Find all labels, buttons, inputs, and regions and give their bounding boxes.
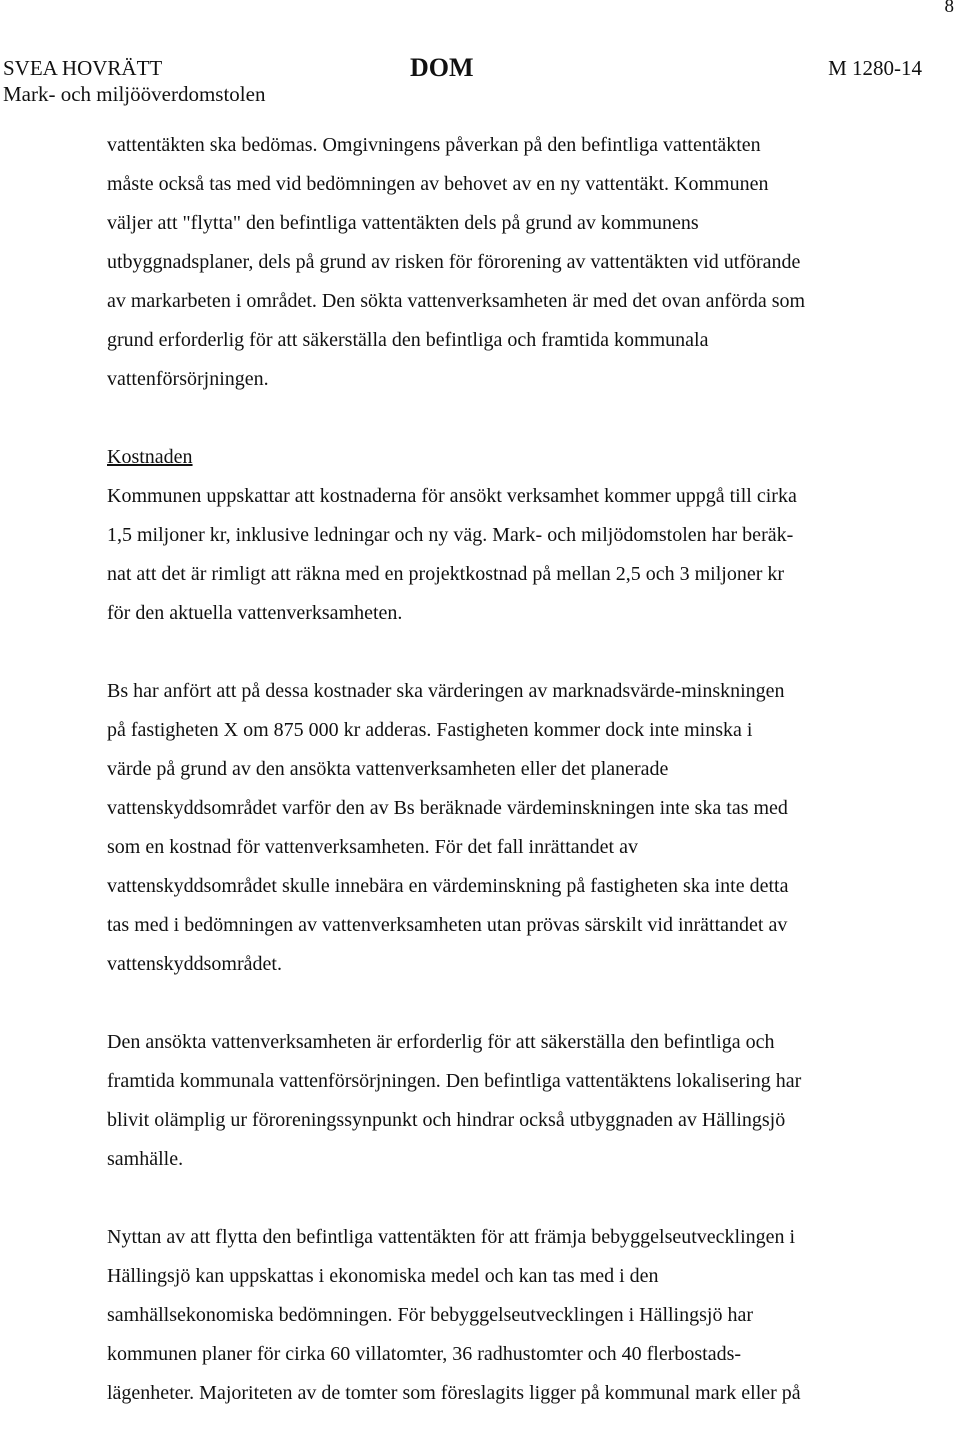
text-line: som en kostnad för vattenverksamheten. För det fall inrättandet av [107, 836, 638, 858]
text-line: vattenskyddsområdet varför den av Bs beräknade värdeminskningen inte ska tas med [107, 797, 788, 819]
paragraph-necessity [107, 1023, 907, 1179]
text-line: vattenskyddsområdet. [107, 953, 282, 975]
text-line: kommunen planer för cirka 60 villatomter, 36 radhustomter och 40 flerbostads- [107, 1343, 742, 1365]
text-line: vattenförsörjningen. [107, 368, 269, 390]
text-line: värde på grund av den ansökta vattenverksamheten eller det planerade [107, 758, 669, 780]
court-department: Mark- och miljööverdomstolen [3, 82, 266, 106]
text-line: Den ansökta vattenverksamheten är erforderlig för att säkerställa den befintliga och [107, 1031, 775, 1053]
text-line: grund erforderlig för att säkerställa den befintliga och framtida kommunala [107, 329, 709, 351]
court-name: SVEA HOVRÄTT [3, 56, 163, 80]
text-line: 1,5 miljoner kr, inklusive ledningar och ny väg. Mark- och miljödomstolen har beräk- [107, 524, 794, 546]
text-line: samhällsekonomiska bedömningen. För bebyggelseutvecklingen i Hällingsjö har [107, 1304, 753, 1326]
text-line: måste också tas med vid bedömningen av behovet av en ny vattentäkt. Kommunen [107, 173, 769, 195]
text-line: samhälle. [107, 1148, 184, 1170]
paragraph-costs [107, 438, 907, 633]
text-line: Bs har anfört att på dessa kostnader ska värderingen av marknadsvärde-minskningen [107, 680, 785, 702]
page-number: 8 [944, 0, 954, 17]
document-body [107, 126, 907, 1452]
text-line: vattentäkten ska bedömas. Omgivningens påverkan på den befintliga vattentäkten [107, 134, 761, 156]
text-line: väljer att "flytta" den befintliga vattentäkten dels på grund av kommunens [107, 212, 699, 234]
paragraph-water-source [107, 126, 907, 399]
document-type: DOM [410, 53, 474, 82]
text-line: för den aktuella vattenverksamheten. [107, 602, 403, 624]
text-line: tas med i bedömningen av vattenverksamheten utan prövas särskilt vid inrättandet av [107, 914, 788, 936]
text-line: lägenheter. Majoriteten av de tomter som föreslagits ligger på kommunal mark eller på [107, 1382, 801, 1404]
text-line: utbyggnadsplaner, dels på grund av risken för förorening av vattentäkten vid utförande [107, 251, 801, 273]
text-line: Nyttan av att flytta den befintliga vattentäkten för att främja bebyggelseutvecklingen i [107, 1226, 796, 1248]
paragraph-property-value [107, 672, 907, 984]
text-line: blivit olämplig ur föroreningssynpunkt och hindrar också utbyggnaden av Hällingsjö [107, 1109, 786, 1131]
text-line: på fastigheten X om 875 000 kr adderas. Fastigheten kommer dock inte minska i [107, 719, 753, 741]
text-line: framtida kommunala vattenförsörjningen. Den befintliga vattentäktens lokalisering har [107, 1070, 802, 1092]
text-line: Kommunen uppskattar att kostnaderna för ansökt verksamhet kommer uppgå till cirka [107, 485, 797, 507]
paragraph-benefit [107, 1218, 907, 1413]
case-number: M 1280-14 [828, 56, 922, 80]
text-line: Hällingsjö kan uppskattas i ekonomiska medel och kan tas med i den [107, 1265, 659, 1287]
section-heading-costs: Kostnaden [107, 446, 193, 468]
text-line: vattenskyddsområdet skulle innebära en värdeminskning på fastigheten ska inte detta [107, 875, 789, 897]
text-line: nat att det är rimligt att räkna med en projektkostnad på mellan 2,5 och 3 miljoner kr [107, 563, 785, 585]
text-line: av markarbeten i området. Den sökta vattenverksamheten är med det ovan anförda som [107, 290, 806, 312]
